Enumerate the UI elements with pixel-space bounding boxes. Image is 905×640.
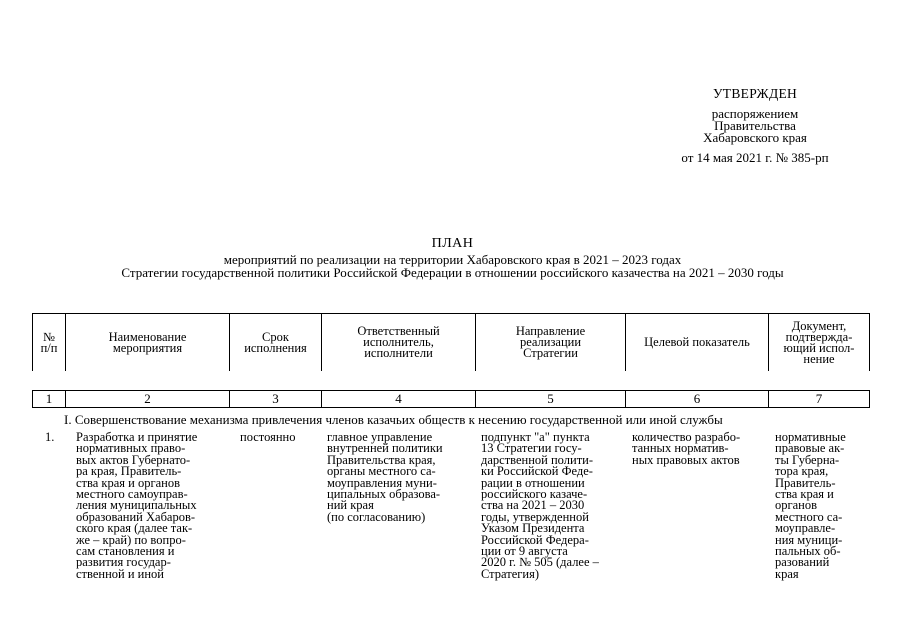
column-number: 2 bbox=[66, 391, 230, 408]
approval-title: УТВЕРЖДЕН bbox=[712, 86, 798, 101]
row-number: 1. bbox=[45, 430, 55, 444]
column-number: 1 bbox=[33, 391, 66, 408]
column-header: Целевой показатель bbox=[626, 314, 769, 372]
table-header bbox=[32, 313, 870, 371]
column-number: 6 bbox=[626, 391, 769, 408]
row-direction: подпункт "а" пункта 13 Стратегии госу- дарственной полити- ки Российской Феде- рации в отношении российского казаче- ства на 2021 – 2030 годы, утвержденной Указом Президента Российской Федера- ции от 9 августа 2020 г. № 505 (далее – Стратегия) bbox=[481, 430, 599, 581]
row-name: Разработка и принятие нормативных право- вых актов Губернато- ра края, Правитель- ства края и органов местного самоуправ- ления муниципальных образований Хабаров- ского края (далее так- же – край) по вопро- сам становления и развития государ- ственной и иной bbox=[76, 430, 198, 581]
approval-line: Правительства bbox=[714, 118, 796, 133]
column-number: 7 bbox=[769, 391, 870, 408]
column-header: Направление реализации Стратегии bbox=[476, 314, 626, 372]
plan-subtitle-line: Стратегии государственной политики Российской Федерации в отношении российского казачества на 2021 – 2030 годы bbox=[121, 265, 784, 280]
plan-subtitle-line: мероприятий по реализации на территории Хабаровского края в 2021 – 2023 годах bbox=[223, 252, 682, 267]
approval-line: Хабаровского края bbox=[703, 130, 807, 145]
row-document: нормативные правовые ак- ты Губерна- тора края, Правитель- ства края и органов местного са- моуправле- ния муници- пальных об- разований края bbox=[775, 430, 846, 581]
section-title: I. Совершенствование механизма привлечения членов казачьих обществ к несению государственной или иной службы bbox=[64, 412, 723, 427]
column-number: 4 bbox=[322, 391, 476, 408]
approval-block bbox=[640, 88, 870, 164]
plan-title: ПЛАН bbox=[431, 236, 474, 251]
column-header: Наименование мероприятия bbox=[66, 314, 230, 372]
row-term: постоянно bbox=[240, 430, 296, 444]
column-header: Ответственный исполнитель, исполнители bbox=[322, 314, 476, 372]
column-numbers-row bbox=[32, 390, 870, 408]
approval-line: распоряжением bbox=[711, 106, 799, 121]
row-executor: главное управление внутренней политики Правительства края, органы местного са- моуправления муни- ципальных образова- ний края (по согласованию) bbox=[327, 430, 443, 524]
column-header: Документ, подтвержда- ющий испол- нение bbox=[769, 314, 870, 372]
row-indicator: количество разрабо- танных норматив- ных правовых актов bbox=[632, 430, 741, 467]
column-header: Срок исполнения bbox=[230, 314, 322, 372]
plan-subtitle bbox=[0, 253, 905, 279]
column-header: № п/п bbox=[33, 314, 66, 372]
column-number: 5 bbox=[476, 391, 626, 408]
approval-date: от 14 мая 2021 г. № 385-рп bbox=[681, 150, 829, 165]
column-number: 3 bbox=[230, 391, 322, 408]
